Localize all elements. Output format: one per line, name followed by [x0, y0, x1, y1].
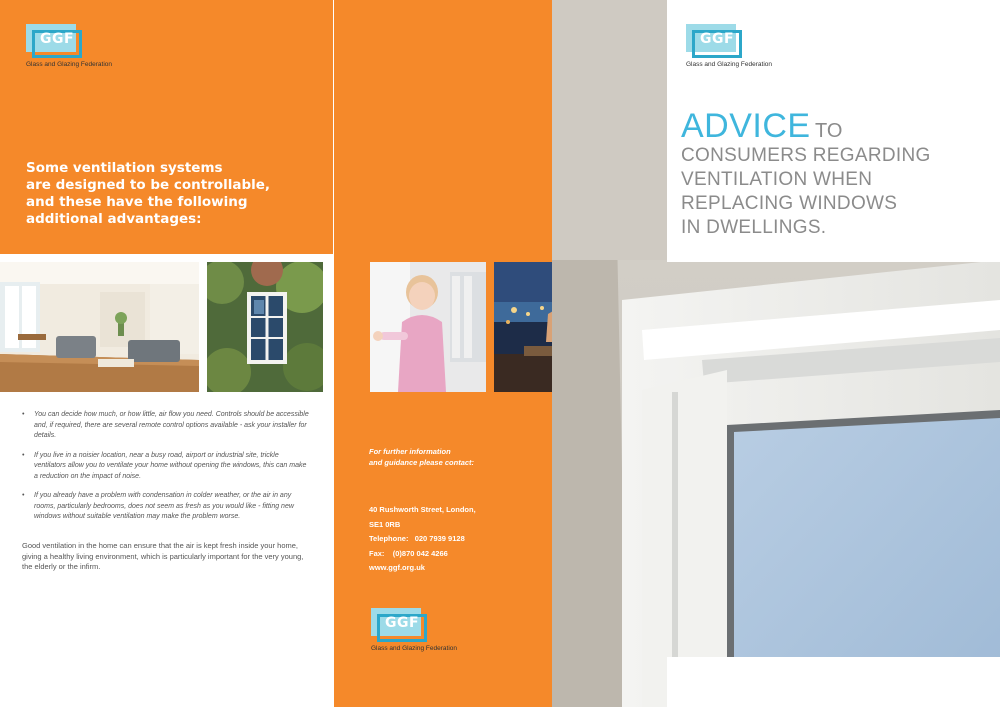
ggf-logo-subtitle: Glass and Glazing Federation — [686, 61, 772, 68]
good-ventilation-paragraph: Good ventilation in the home can ensure that the air is kept fresh inside your home, giving a healthy living environment, which is particularly important for the very young, the elderly or the infirm. — [22, 541, 304, 571]
contact-details — [369, 503, 544, 576]
list-item: • If you live in a noisier location, near a busy road, airport or industrial site, trickle ventilators allow you to ventilate your home without opening the windows, this can make a reduction on the impact of noise. — [22, 451, 312, 483]
title-advice: ADVICE — [681, 107, 811, 145]
ggf-logo-subtitle: Glass and Glazing Federation — [26, 61, 112, 68]
list-item: • If you already have a problem with condensation in colder weather, or the air in any rooms, particularly bedrooms, does not seem as fresh as you would like - fitting new windows without suitable ventilation may make the problem worse. — [22, 491, 312, 523]
title-to: TO — [815, 120, 843, 142]
ivy-window-photo — [207, 262, 323, 392]
address-line: 40 Rushworth Street, London, — [369, 505, 476, 514]
bottom-white-strip — [667, 657, 1000, 707]
contact-heading: For further information and guidance please contact: — [369, 447, 475, 467]
intro-heading: Some ventilation systems are designed to be controllable, and these have the following additional advantages: — [26, 160, 271, 227]
ggf-logo-left — [26, 24, 112, 68]
ggf-logo-subtitle: Glass and Glazing Federation — [371, 645, 457, 652]
ggf-logo-middle — [371, 608, 457, 652]
telephone: Telephone: 020 7939 9128 — [369, 534, 465, 543]
living-room-photo — [0, 262, 199, 392]
child-at-window-photo — [370, 262, 486, 392]
fax: Fax: (0)870 042 4266 — [369, 548, 448, 558]
ggf-logo-mark: GGF — [26, 24, 82, 58]
ggf-logo-mark: GGF — [371, 608, 427, 642]
ggf-logo-mark: GGF — [686, 24, 742, 58]
website-link[interactable]: www.ggf.org.uk — [369, 563, 425, 572]
address-line: SE1 0RB — [369, 519, 401, 529]
cover-title: ADVICE TO CONSUMERS REGARDING VENTILATION WHEN REPLACING WINDOWS IN DWELLINGS. — [681, 107, 931, 238]
advantages-list — [22, 410, 312, 532]
ggf-logo-right — [686, 24, 772, 68]
list-item: • You can decide how much, or how little, air flow you need. Controls should be accessible and, if required, there are several remote control options available - ask your installer for details. — [22, 410, 312, 442]
